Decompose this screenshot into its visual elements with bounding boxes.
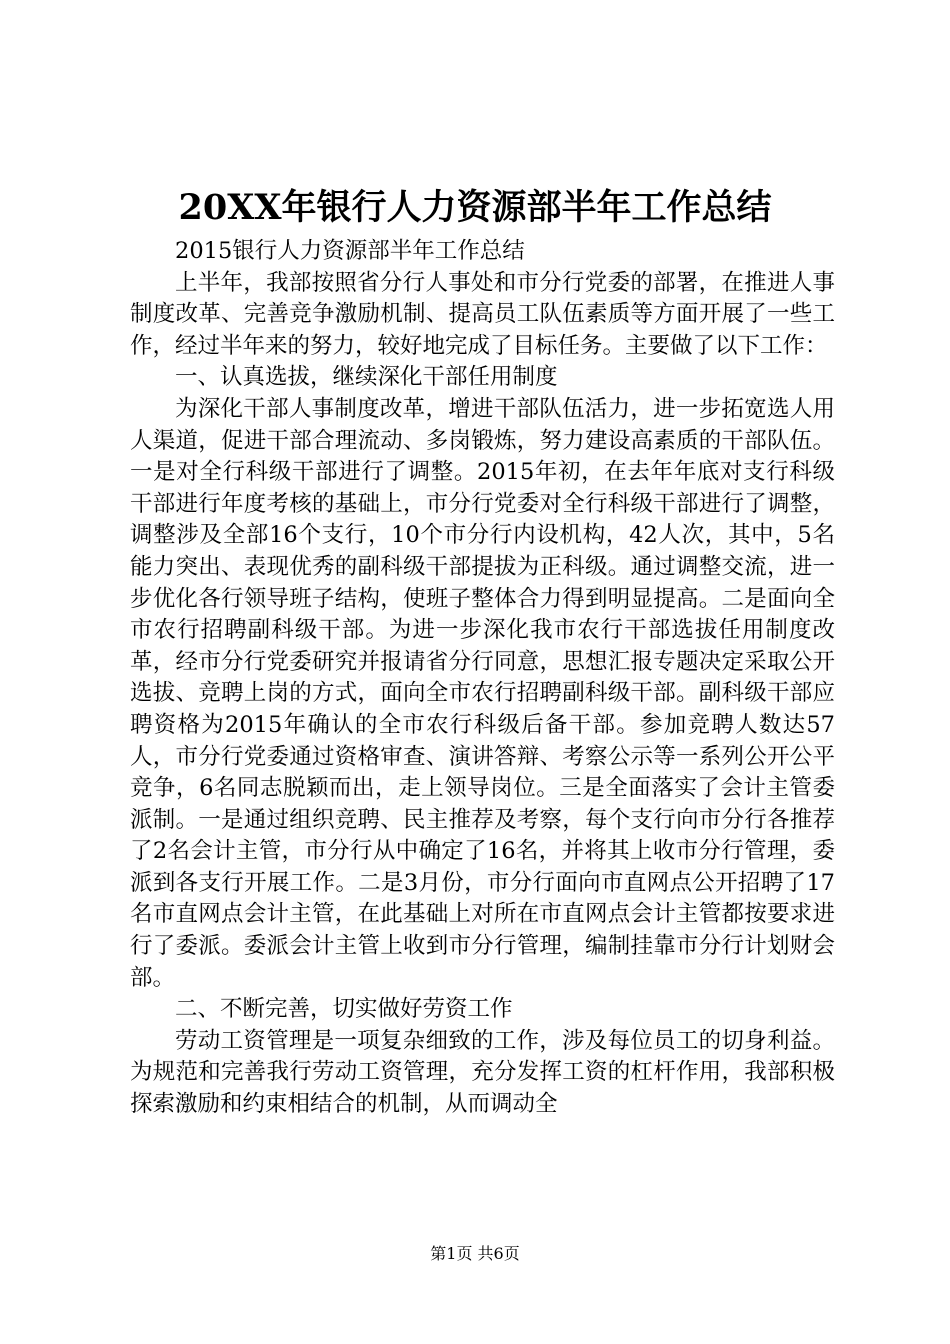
document-body <box>130 236 835 1121</box>
document-title: 20XX年银行人力资源部半年工作总结 <box>178 187 772 228</box>
document-subtitle: 2015银行人力资源部半年工作总结 <box>175 238 525 264</box>
section-heading-2: 二、不断完善，切实做好劳资工作 <box>175 996 513 1023</box>
section-heading-1: 一、认真选拔，继续深化干部任用制度 <box>175 364 558 391</box>
paragraph-intro: 上半年，我部按照省分行人事处和市分行党委的部署，在推进人事制度改革、完善竞争激励机制、提高员工队伍素质等方面开展了一些工作，经过半年来的努力，较好地完成了目标任务。主要做了以下工作： <box>130 269 835 359</box>
paragraph-section-2: 劳动工资管理是一项复杂细致的工作，涉及每位员工的切身利益。为规范和完善我行劳动工资管理，充分发挥工资的杠杆作用，我部积极探索激励和约束相结合的机制，从而调动全 <box>130 1027 835 1118</box>
paragraph-section-1: 为深化干部人事制度改革，增进干部队伍活力，进一步拓宽选人用人渠道，促进干部合理流动、多岗锻炼，努力建设高素质的干部队伍。一是对全行科级干部进行了调整。2015年初，在去年年底对支行科级干部进行年度考核的基础上，市分行党委对全行科级干部进行了调整，调整涉及全部16个支行，10个市分行内设机构，42人次，其中，5名能力突出、表现优秀的副科级干部提拔为正科级。通过调整交流，进一步优化各行领导班子结构，使班子整体合力得到明显提高。二是面向全市农行招聘副科级干部。为进一步深化我市农行干部选拔任用制度改革，经市分行党委研究并报请省分行同意，思想汇报专题决定采取公开选拔、竞聘上岗的方式，面向全市农行招聘副科级干部。副科级干部应聘资格为2015年确认的全市农行科级后备干部。参加竞聘人数达57人，市分行党委通过资格审查、演讲答辩、考察公示等一系列公开公平竞争，6名同志脱颖而出，走上领导岗位。三是全面落实了会计主管委派制。一是通过组织竞聘、民主推荐及考察，每个支行向市分行各推荐了2名会计主管，市分行从中确定了16名，并将其上收市分行管理，委派到各支行开展工作。二是3月份，市分行面向市直网点公开招聘了17名市直网点会计主管，在此基础上对所在市直网点会计主管都按要求进行了委派。委派会计主管上收到市分行管理，编制挂靠市分行计划财会部。 <box>130 395 835 991</box>
page-footer: 第1页 共6页 <box>430 1244 520 1263</box>
